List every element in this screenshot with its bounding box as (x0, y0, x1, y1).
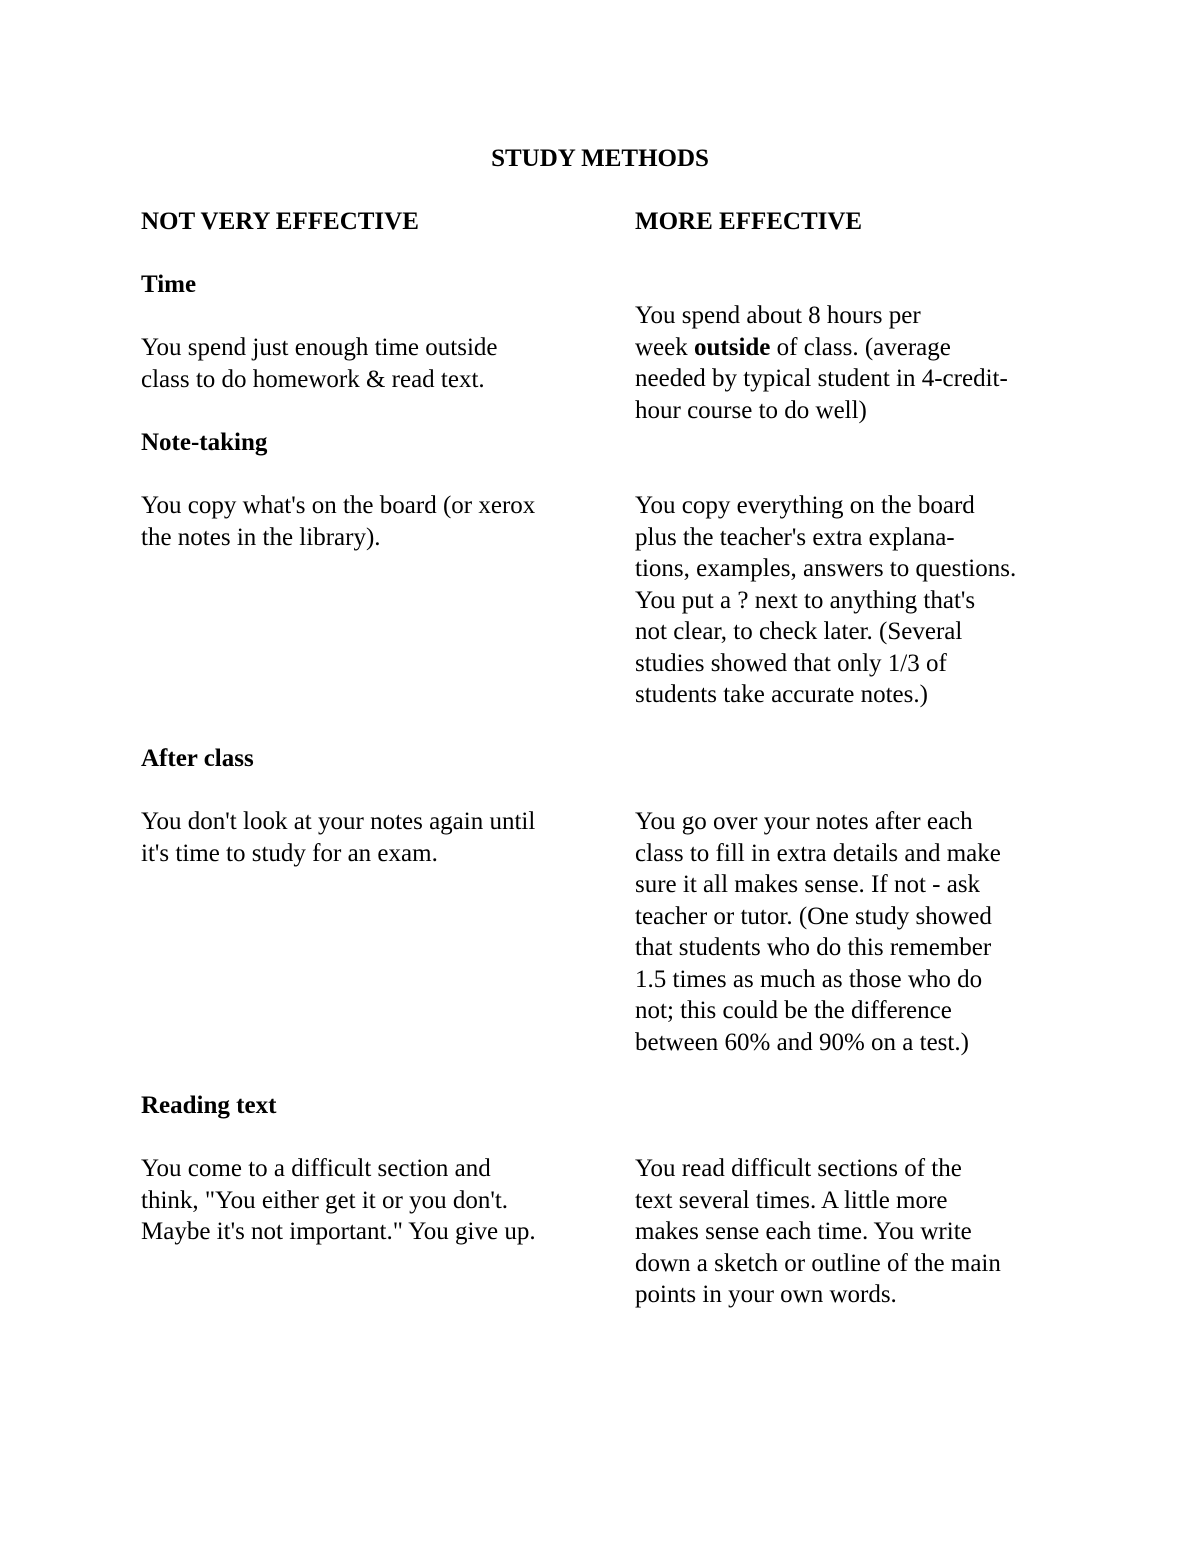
text-line: Maybe it's not important." You give up. (141, 1218, 536, 1245)
text-line: points in your own words. (635, 1281, 897, 1308)
time-more-effective-text (635, 300, 1075, 426)
section-heading-reading-text: Reading text (141, 1092, 277, 1119)
text-line: You copy what's on the board (or xerox (141, 492, 536, 519)
text-line: makes sense each time. You write (635, 1218, 972, 1245)
text-line: down a sketch or outline of the main (635, 1249, 1001, 1277)
text-segment: of class. (average (770, 333, 951, 361)
text-line: not clear, to check later. (Several (635, 618, 963, 645)
note-taking-more-effective-text (635, 490, 1075, 711)
text-line: You copy everything on the board (635, 492, 975, 519)
text-line: students take accurate notes.) (635, 681, 928, 708)
text-segment: week (635, 333, 694, 361)
text-line: class to do homework & read text. (141, 365, 485, 393)
section-heading-after-class: After class (141, 745, 254, 772)
text-line: teacher or tutor. (One study showed (635, 902, 992, 930)
text-line: hour course to do well) (635, 396, 867, 424)
text-line: the notes in the library). (141, 523, 381, 551)
text-line: needed by typical student in 4-credit- (635, 365, 1008, 392)
right-column-header: MORE EFFECTIVE (635, 208, 863, 235)
text-line: not; this could be the difference (635, 997, 952, 1024)
text-line: think, "You either get it or you don't. (141, 1186, 509, 1214)
reading-text-more-effective-text (635, 1153, 1075, 1311)
text-line: between 60% and 90% on a test.) (635, 1028, 969, 1056)
text-line: You read difficult sections of the (635, 1155, 962, 1182)
section-heading-note-taking: Note-taking (141, 429, 268, 456)
text-line-with-emphasis (635, 332, 1075, 364)
text-line: You put a ? next to anything that's (635, 586, 976, 614)
note-taking-not-effective-text (141, 490, 591, 553)
text-line: plus the teacher's extra explana- (635, 523, 955, 551)
left-column-header: NOT VERY EFFECTIVE (141, 208, 419, 235)
text-line: You go over your notes after each (635, 808, 973, 835)
text-line: class to fill in extra details and make (635, 839, 1001, 867)
section-heading-time: Time (141, 271, 197, 298)
text-line: You don't look at your notes again until (141, 808, 536, 835)
text-line: You spend about 8 hours per (635, 302, 921, 329)
text-line: You come to a difficult section and (141, 1155, 491, 1182)
text-line: tions, examples, answers to questions. (635, 555, 1017, 582)
text-line: sure it all makes sense. If not - ask (635, 871, 981, 898)
after-class-more-effective-text (635, 806, 1075, 1058)
after-class-not-effective-text (141, 806, 591, 869)
text-line: text several times. A little more (635, 1186, 948, 1214)
text-line: You spend just enough time outside (141, 334, 498, 361)
emphasis-outside: outside (694, 333, 771, 361)
text-line: studies showed that only 1/3 of (635, 649, 947, 677)
text-line: that students who do this remember (635, 934, 992, 961)
time-not-effective-text (141, 332, 591, 395)
text-line: it's time to study for an exam. (141, 839, 438, 867)
reading-text-not-effective-text (141, 1153, 591, 1248)
text-line: 1.5 times as much as those who do (635, 965, 983, 993)
page-title: STUDY METHODS (491, 145, 709, 172)
